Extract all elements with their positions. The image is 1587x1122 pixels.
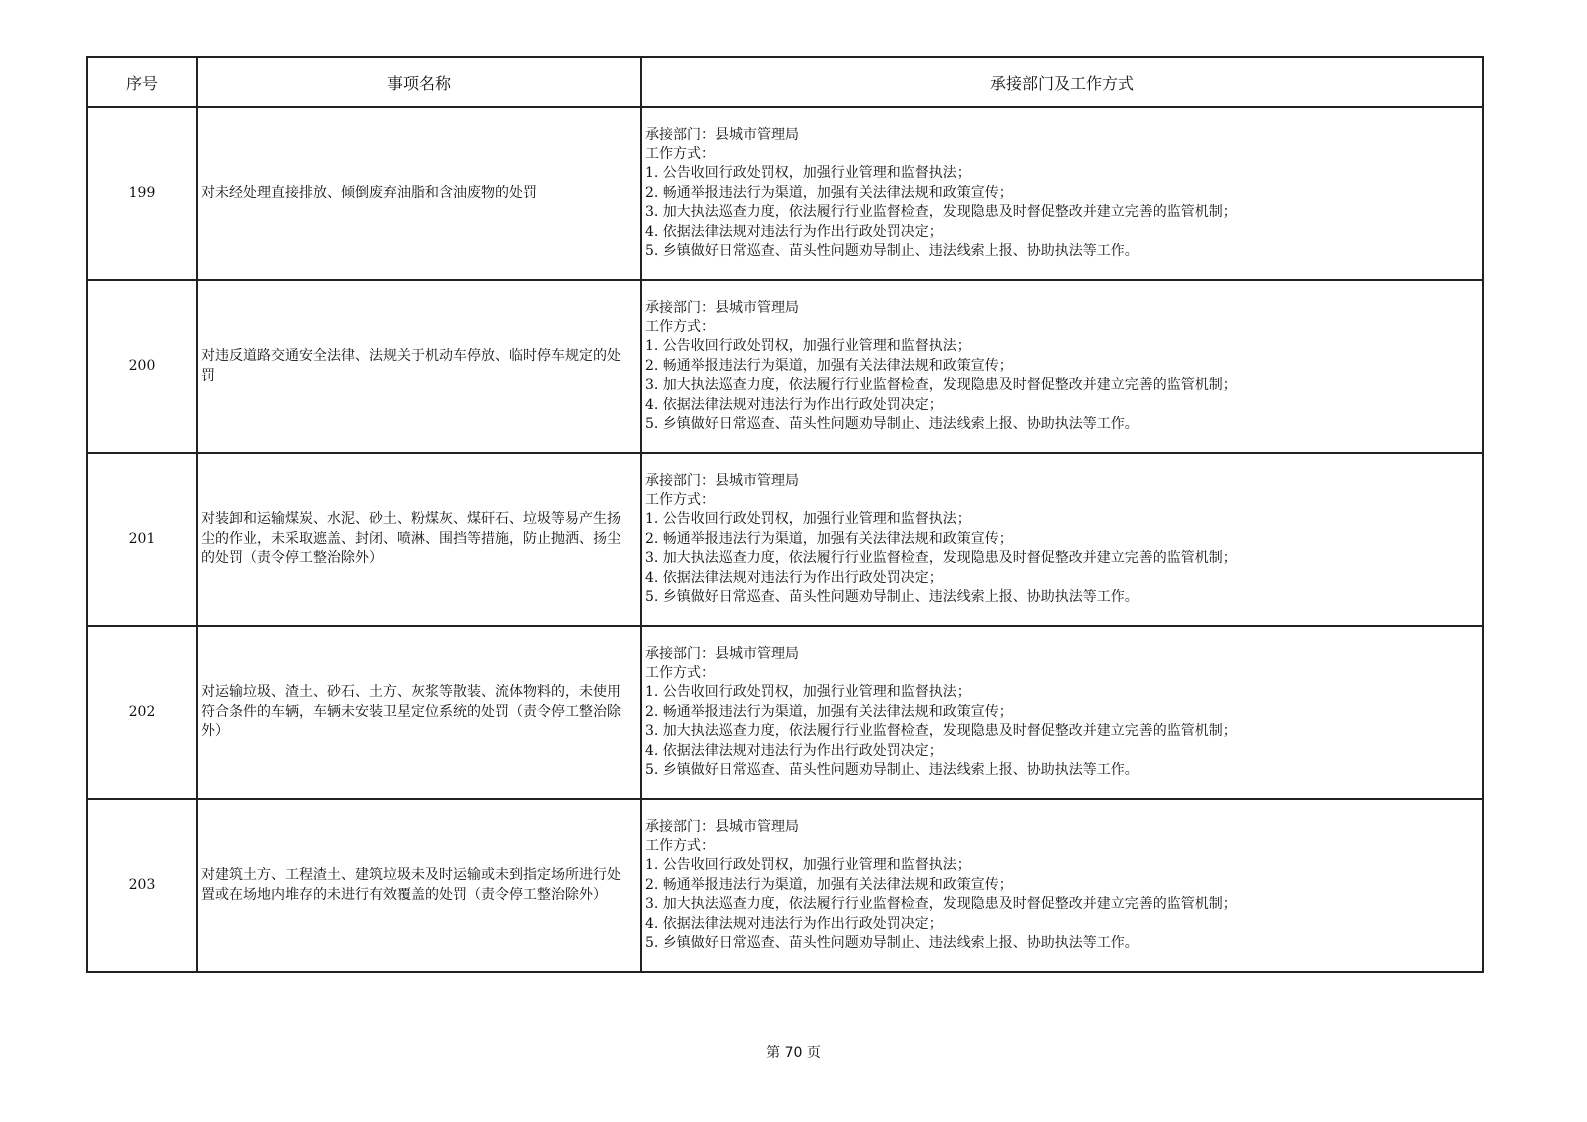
method-step-5: 5. 乡镇做好日常巡查、苗头性问题劝导制止、违法线索上报、协助执法等工作。 bbox=[645, 589, 1139, 606]
method-step-3: 3. 加大执法巡查力度，依法履行行业监督检查，发现隐患及时督促整改并建立完善的监管机制； bbox=[645, 723, 1237, 740]
method-step-4: 4. 依据法律法规对违法行为作出行政处罚决定； bbox=[645, 223, 943, 240]
method-heading: 工作方式： bbox=[645, 837, 715, 854]
row-matter-name: 对装卸和运输煤炭、水泥、砂土、粉煤灰、煤矸石、垃圾等易产生扬尘的作业，未采取遮盖、封闭、喷淋、围挡等措施，防止抛洒、扬尘的处罚（责令停工整治除外） bbox=[197, 453, 641, 626]
method-department: 承接部门：县城市管理局 bbox=[645, 472, 799, 489]
method-heading: 工作方式： bbox=[645, 145, 715, 162]
header-name: 事项名称 bbox=[197, 57, 641, 107]
row-seq: 201 bbox=[87, 453, 197, 626]
method-heading: 工作方式： bbox=[645, 491, 715, 508]
row-method bbox=[641, 799, 1483, 972]
method-step-2: 2. 畅通举报违法行为渠道，加强有关法律法规和政策宣传； bbox=[645, 876, 1013, 893]
row-method bbox=[641, 626, 1483, 799]
method-step-5: 5. 乡镇做好日常巡查、苗头性问题劝导制止、违法线索上报、协助执法等工作。 bbox=[645, 935, 1139, 952]
row-seq: 199 bbox=[87, 107, 197, 280]
matters-table bbox=[86, 56, 1484, 973]
method-heading: 工作方式： bbox=[645, 664, 715, 681]
table-header-row bbox=[87, 57, 1483, 107]
row-matter-name: 对运输垃圾、渣土、砂石、土方、灰浆等散装、流体物料的，未使用符合条件的车辆，车辆未安装卫星定位系统的处罚（责令停工整治除外） bbox=[197, 626, 641, 799]
table-row bbox=[87, 280, 1483, 453]
row-method bbox=[641, 280, 1483, 453]
header-method: 承接部门及工作方式 bbox=[641, 57, 1483, 107]
method-step-1: 1. 公告收回行政处罚权，加强行业管理和监督执法； bbox=[645, 165, 971, 182]
method-department: 承接部门：县城市管理局 bbox=[645, 126, 799, 143]
method-step-2: 2. 畅通举报违法行为渠道，加强有关法律法规和政策宣传； bbox=[645, 357, 1013, 374]
method-step-1: 1. 公告收回行政处罚权，加强行业管理和监督执法； bbox=[645, 684, 971, 701]
method-step-3: 3. 加大执法巡查力度，依法履行行业监督检查，发现隐患及时督促整改并建立完善的监管机制； bbox=[645, 204, 1237, 221]
table-row bbox=[87, 799, 1483, 972]
method-step-5: 5. 乡镇做好日常巡查、苗头性问题劝导制止、违法线索上报、协助执法等工作。 bbox=[645, 762, 1139, 779]
table-row bbox=[87, 107, 1483, 280]
row-matter-name: 对违反道路交通安全法律、法规关于机动车停放、临时停车规定的处罚 bbox=[197, 280, 641, 453]
row-matter-name: 对未经处理直接排放、倾倒废弃油脂和含油废物的处罚 bbox=[197, 107, 641, 280]
method-step-3: 3. 加大执法巡查力度，依法履行行业监督检查，发现隐患及时督促整改并建立完善的监管机制； bbox=[645, 550, 1237, 567]
method-step-2: 2. 畅通举报违法行为渠道，加强有关法律法规和政策宣传； bbox=[645, 184, 1013, 201]
method-step-3: 3. 加大执法巡查力度，依法履行行业监督检查，发现隐患及时督促整改并建立完善的监管机制； bbox=[645, 896, 1237, 913]
method-step-5: 5. 乡镇做好日常巡查、苗头性问题劝导制止、违法线索上报、协助执法等工作。 bbox=[645, 243, 1139, 260]
method-step-1: 1. 公告收回行政处罚权，加强行业管理和监督执法； bbox=[645, 857, 971, 874]
method-step-4: 4. 依据法律法规对违法行为作出行政处罚决定； bbox=[645, 569, 943, 586]
method-department: 承接部门：县城市管理局 bbox=[645, 645, 799, 662]
method-step-1: 1. 公告收回行政处罚权，加强行业管理和监督执法； bbox=[645, 511, 971, 528]
method-department: 承接部门：县城市管理局 bbox=[645, 299, 799, 316]
header-seq: 序号 bbox=[87, 57, 197, 107]
page-number: 第 70 页 bbox=[766, 1045, 821, 1061]
method-step-2: 2. 畅通举报违法行为渠道，加强有关法律法规和政策宣传； bbox=[645, 530, 1013, 547]
row-seq: 200 bbox=[87, 280, 197, 453]
table-row bbox=[87, 453, 1483, 626]
method-step-4: 4. 依据法律法规对违法行为作出行政处罚决定； bbox=[645, 742, 943, 759]
method-step-4: 4. 依据法律法规对违法行为作出行政处罚决定； bbox=[645, 396, 943, 413]
row-seq: 203 bbox=[87, 799, 197, 972]
row-matter-name: 对建筑土方、工程渣土、建筑垃圾未及时运输或未到指定场所进行处置或在场地内堆存的未进行有效覆盖的处罚（责令停工整治除外） bbox=[197, 799, 641, 972]
row-seq: 202 bbox=[87, 626, 197, 799]
row-method bbox=[641, 107, 1483, 280]
row-method bbox=[641, 453, 1483, 626]
method-step-4: 4. 依据法律法规对违法行为作出行政处罚决定； bbox=[645, 915, 943, 932]
method-step-3: 3. 加大执法巡查力度，依法履行行业监督检查，发现隐患及时督促整改并建立完善的监管机制； bbox=[645, 377, 1237, 394]
method-step-5: 5. 乡镇做好日常巡查、苗头性问题劝导制止、违法线索上报、协助执法等工作。 bbox=[645, 416, 1139, 433]
method-step-2: 2. 畅通举报违法行为渠道，加强有关法律法规和政策宣传； bbox=[645, 703, 1013, 720]
method-heading: 工作方式： bbox=[645, 318, 715, 335]
table-row bbox=[87, 626, 1483, 799]
method-department: 承接部门：县城市管理局 bbox=[645, 818, 799, 835]
method-step-1: 1. 公告收回行政处罚权，加强行业管理和监督执法； bbox=[645, 338, 971, 355]
